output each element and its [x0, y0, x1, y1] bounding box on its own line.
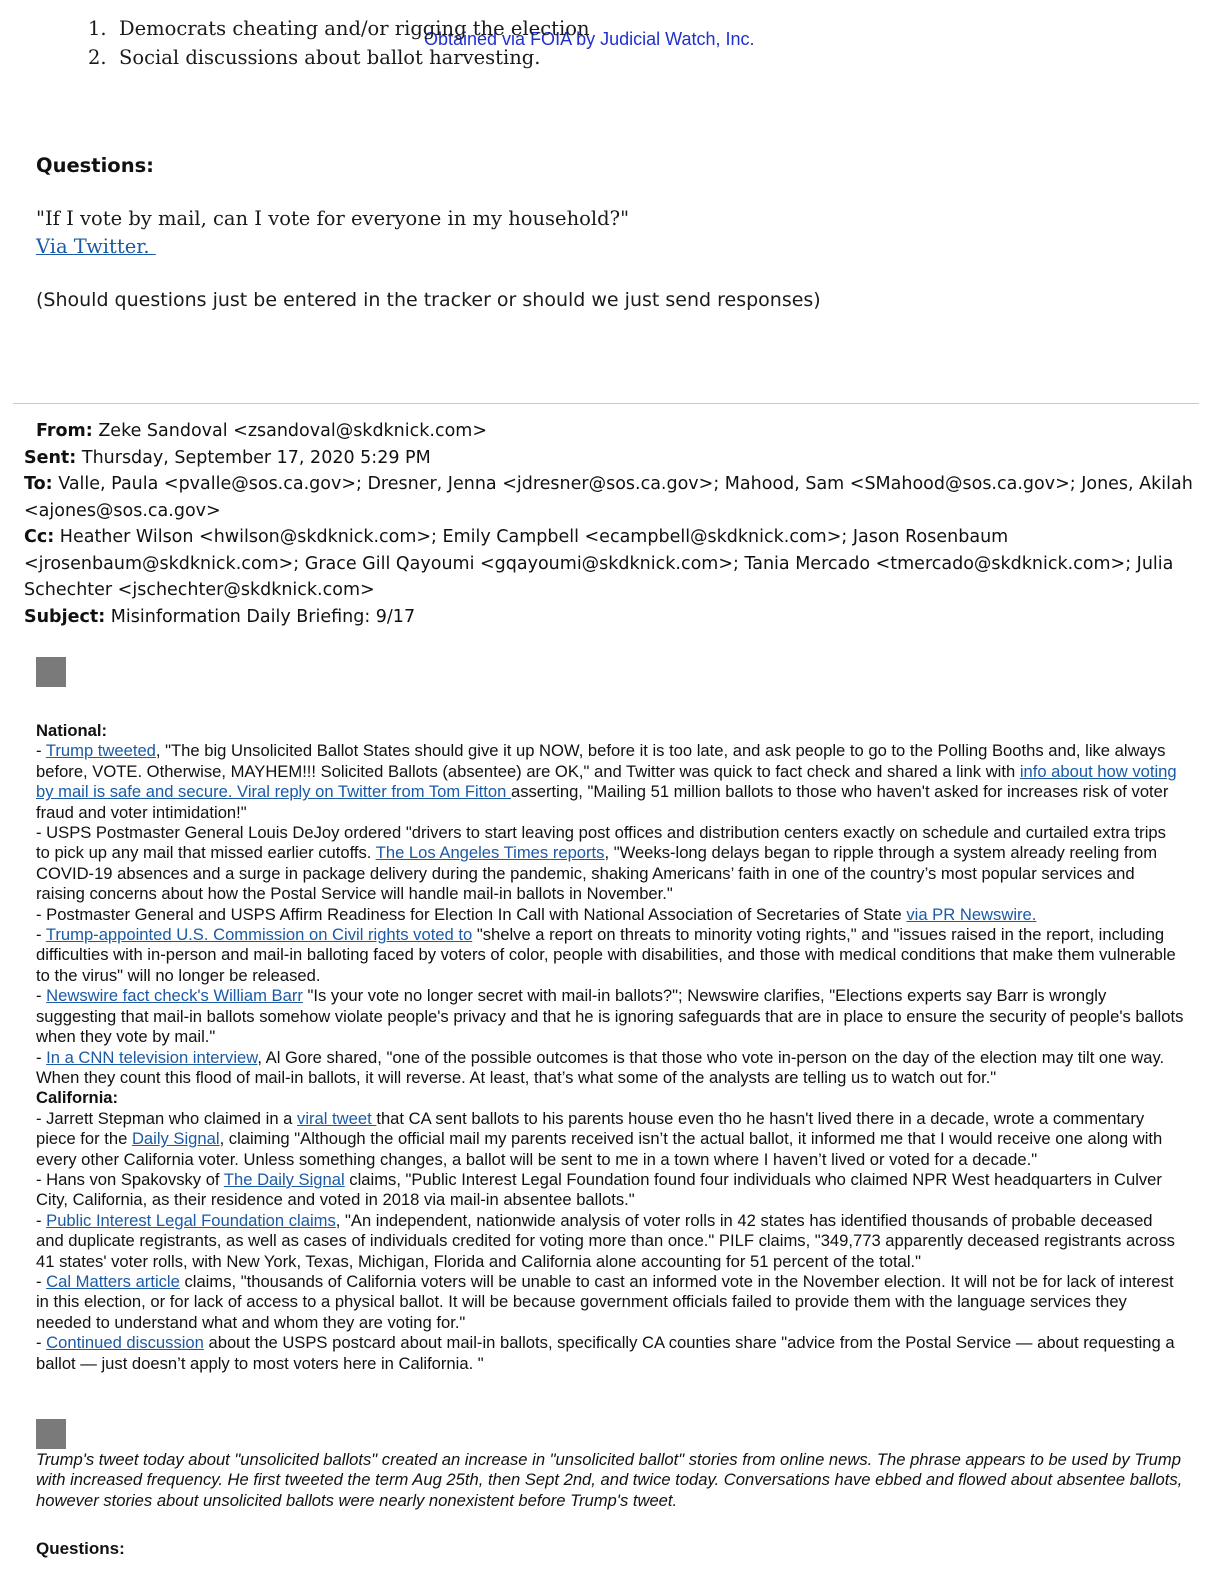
subject-line — [24, 604, 1200, 631]
newswire-barr-link[interactable]: Newswire fact check's William Barr — [46, 986, 303, 1006]
california-heading: California: — [36, 1088, 119, 1108]
list-text: Democrats cheating and/or rigging the election — [119, 17, 590, 40]
questions-note: (Should questions just be entered in the tracker or should we just send responses) — [36, 289, 821, 311]
briefing-item — [36, 1048, 1184, 1089]
cal-matters-link[interactable]: Cal Matters article — [46, 1271, 180, 1291]
email-divider — [13, 403, 1199, 404]
item-text: that CA sent ballots to his parents house even tho he hasn't lived there in a decade, wrote a commentary piece for the — [36, 1108, 1145, 1149]
item-text: "Is your vote no longer secret with mail-in ballots?"; Newswire clarifies, "Elections experts say Barr is wrongly suggesting that mail-in ballots somehow violate people's privacy and that he is ignoring safeguards that are in place to ensure the security of people's ballots when they vote by mail." — [36, 986, 1184, 1047]
la-times-link[interactable]: The Los Angeles Times reports — [375, 843, 605, 863]
briefing-item — [36, 741, 1184, 823]
item-text: - — [36, 1271, 47, 1291]
civil-rights-link[interactable]: Trump-appointed U.S. Commission on Civil rights voted to — [45, 925, 473, 945]
to-line — [24, 471, 1200, 524]
item-text: claims, "Public Interest Legal Foundation found four individuals who claimed NPR West headquarters in Culver City, California, as their residence and voted in 2018 via mail-in absentee ballots." — [36, 1169, 1162, 1210]
briefing-item — [36, 986, 1184, 1047]
item-text: about the USPS postcard about mail-in ballots, specifically CA counties share "advice from the Postal Service — about requesting a ballot — just doesn’t apply to most voters here in California. " — [36, 1333, 1175, 1373]
questions-heading: Questions: — [36, 1539, 125, 1558]
item-text: , "The big Unsolicited Ballot States should give it up NOW, before it is too late, and ask people to go to the Polling Booths and, like always before, VOTE. Otherwise, MAYHEM!!! Solicited Ballots (absentee) are OK," and Twitter was quick to fact check and shared a link with — [36, 741, 1166, 781]
subject-value: Misinformation Daily Briefing: 9/17 — [110, 606, 416, 627]
briefing-item — [36, 905, 1184, 925]
briefing-item — [36, 823, 1184, 905]
item-text: - Hans von Spakovsky of — [36, 1169, 224, 1189]
foia-watermark: Obtained via FOIA by Judicial Watch, Inc. — [424, 29, 755, 49]
pr-newswire-link[interactable]: via PR Newswire. — [906, 904, 1037, 924]
from-value: Zeke Sandoval <zsandoval@skdknick.com> — [98, 421, 487, 441]
sent-value: Thursday, September 17, 2020 5:29 PM — [81, 447, 431, 468]
briefing-item — [36, 1272, 1184, 1333]
from-label: From: — [36, 421, 93, 441]
email-header — [24, 418, 1200, 630]
embedded-image-placeholder — [36, 1419, 66, 1449]
item-text: - — [36, 1047, 47, 1067]
item-text: - USPS Postmaster General Louis DeJoy ordered "drivers to start leaving post offices and distribution centers exactly on schedule and curtailed extra trips to pick up any mail that missed earlier cutoffs. — [36, 823, 1166, 863]
pilf-claims-link[interactable]: Public Interest Legal Foundation claims — [46, 1210, 336, 1230]
to-value: Valle, Paula <pvalle@sos.ca.gov>; Dresner, Jenna <jdresner@sos.ca.gov>; Mahood, Sam <SMahood@sos.ca.gov>; Jones, Akilah <ajones@sos.ca.gov> — [24, 474, 1193, 521]
national-heading: National: — [36, 721, 107, 740]
list-text: Social discussions about ballot harvesting. — [119, 46, 541, 69]
list-item — [88, 43, 590, 72]
item-text: asserting, "Mailing 51 million ballots to those who haven't asked for increases risk of voter fraud and voter intimidation!" — [36, 782, 1169, 822]
item-text: , "Weeks-long delays began to ripple through a system already reeling from COVID-19 absences and a surge in package delivery during the pandemic, shaking Americans’ faith in one of the country’s most popular services and raising concerns about how the Postal Service will handle mail-in ballots in November." — [36, 843, 1158, 904]
item-text: - — [36, 1333, 47, 1353]
briefing-item — [36, 925, 1184, 986]
briefing-item — [36, 1170, 1184, 1211]
embedded-image-placeholder — [36, 657, 66, 687]
daily-signal-link[interactable]: Daily Signal — [131, 1129, 220, 1149]
cc-label: Cc: — [24, 527, 55, 547]
from-line — [24, 418, 1200, 445]
briefing-item — [36, 1211, 1184, 1272]
list-number: 1. — [88, 17, 107, 40]
continued-discussion-link[interactable]: Continued discussion — [46, 1333, 204, 1353]
analysis-paragraph: Trump's tweet today about "unsolicited ballots" created an increase in "unsolicited ballot" stories from online news. The phrase appears to be used by Trump with increased frequency. He first tweeted the term Aug 25th, then Sept 2nd, and twice today. Conversations have ebbed and flowed about absentee ballots, however stories about unsolicited ballots were nearly nonexistent before Trump's tweet. — [36, 1450, 1183, 1510]
cc-value: Heather Wilson <hwilson@skdknick.com>; Emily Campbell <ecampbell@skdknick.com>; Jason Rosenbaum <jrosenbaum@skdknick.com>; Grace Gill Qayoumi <gqayoumi@skdknick.com>; Tania Mercado <tmercado@skdknick.com>; Julia Schechter <jschechter@skdknick.com> — [24, 527, 1174, 600]
briefing-item — [36, 1109, 1184, 1170]
list-number: 2. — [88, 46, 107, 69]
item-text: claims, "thousands of California voters will be unable to cast an informed vote in the November election. It will not be for lack of interest in this election, or for lack of access to a physical ballot. It will be because government officials failed to provide them with the language services they needed to understand what and whom they are voting for." — [36, 1271, 1174, 1332]
trump-tweeted-link[interactable]: Trump tweeted — [45, 741, 156, 761]
cc-line — [24, 524, 1200, 604]
to-label: To: — [24, 474, 53, 494]
item-text: - — [36, 986, 47, 1006]
briefing-item — [36, 1333, 1184, 1374]
voting-info-link[interactable]: info about how voting by mail is safe and secure. Viral reply on Twitter from Tom Fitton — [36, 761, 1177, 802]
topic-list — [88, 14, 590, 72]
item-text: , Al Gore shared, "one of the possible outcomes is that those who vote in-person on the day of the election may tilt one way. When they count this flood of mail-in ballots, it will reverse. At least, that’s what some of the analysts are telling us to watch out for." — [36, 1047, 1165, 1087]
sent-line — [24, 445, 1200, 472]
cnn-interview-link[interactable]: In a CNN television interview — [46, 1047, 258, 1067]
item-text: - Postmaster General and USPS Affirm Readiness for Election In Call with National Association of Secretaries of State — [36, 904, 907, 924]
the-daily-signal-link[interactable]: The Daily Signal — [223, 1169, 345, 1189]
item-text: - — [36, 741, 46, 761]
item-text: - — [36, 1210, 47, 1230]
briefing-body — [36, 721, 1184, 1374]
questions-heading: Questions: — [36, 154, 154, 177]
via-twitter-link[interactable]: Via Twitter. — [36, 235, 156, 258]
question-text: "If I vote by mail, can I vote for everyone in my household?" — [36, 207, 630, 230]
sent-label: Sent: — [24, 447, 77, 468]
subject-label: Subject: — [24, 606, 106, 627]
item-text: , "An independent, nationwide analysis of voter rolls in 42 states has identified thousands of probable deceased and duplicate registrants, as well as cases of individuals credited for voting more than once." PILF claims, "349,773 apparently deceased registrants across 41 states' voter rolls, with New York, Texas, Michigan, Florida and California alone accounting for 51 percent of the total." — [36, 1210, 1175, 1271]
item-text: "shelve a report on threats to minority voting rights," and "issues raised in the report, including difficulties with in-person and mail-in balloting faced by voters of color, people with disabilities, and those with medical conditions that make them vulnerable to the virus" will no longer be released. — [36, 925, 1176, 985]
item-text: , claiming "Although the official mail my parents received isn’t the actual ballot, it informed me that I would receive one along with every other California voter. Unless something changes, a ballot will be sent to me in a town where I haven’t lived or voted for a decade." — [36, 1129, 1163, 1169]
item-text: - — [36, 925, 46, 945]
viral-tweet-link[interactable]: viral tweet — [297, 1108, 377, 1128]
list-item — [88, 14, 590, 43]
item-text: - Jarrett Stepman who claimed in a — [36, 1108, 298, 1128]
